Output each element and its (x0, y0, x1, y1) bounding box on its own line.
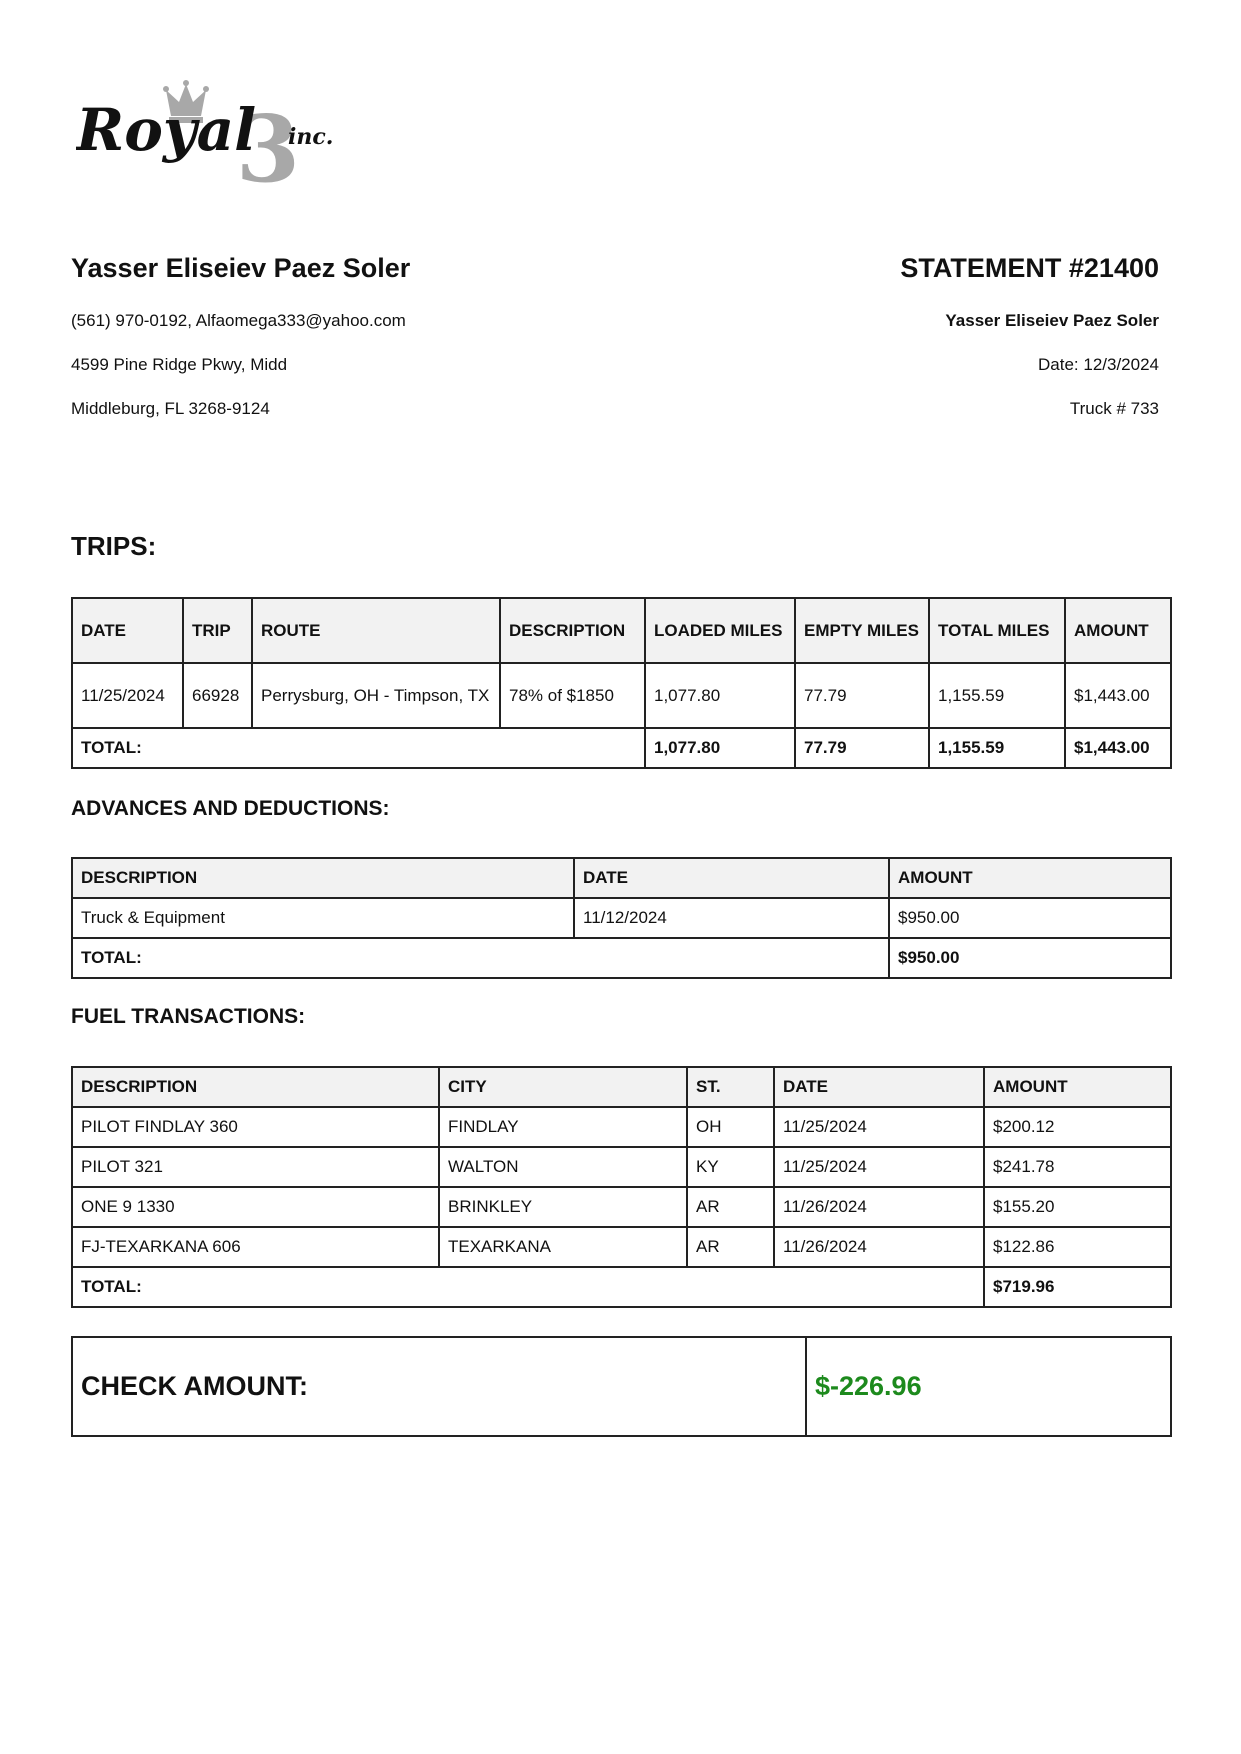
fuel-title: FUEL TRANSACTIONS: (71, 1005, 306, 1028)
total-label: TOTAL: (72, 938, 889, 978)
trips-title: TRIPS: (71, 531, 157, 561)
table-row (72, 1147, 1171, 1187)
cell-date: 11/25/2024 (72, 663, 183, 728)
driver-address-line2: Middleburg, FL 3268-9124 (71, 399, 270, 418)
driver-address-line1: 4599 Pine Ridge Pkwy, Midd (71, 355, 288, 374)
column-header-description: DESCRIPTION (72, 858, 574, 898)
cell-amount: $122.86 (984, 1227, 1171, 1267)
table-header-row (72, 598, 1171, 663)
cell-description: Truck & Equipment (72, 898, 574, 938)
statement-info (559, 248, 1159, 420)
cell-empty-miles: 77.79 (795, 663, 929, 728)
column-header-empty-miles: EMPTY MILES (795, 598, 929, 663)
truck-number: Truck # 733 (1069, 399, 1159, 418)
cell-state: OH (687, 1107, 774, 1147)
column-header-amount: AMOUNT (984, 1067, 1171, 1107)
statement-driver-name: Yasser Eliseiev Paez Soler (945, 311, 1159, 330)
total-empty-miles: 77.79 (795, 728, 929, 768)
column-header-trip: TRIP (183, 598, 252, 663)
cell-route: Perrysburg, OH - Timpson, TX (252, 663, 500, 728)
royal-3-logo (76, 78, 386, 193)
cell-state: AR (687, 1227, 774, 1267)
column-header-total-miles: TOTAL MILES (929, 598, 1065, 663)
total-loaded-miles: 1,077.80 (645, 728, 795, 768)
cell-date: 11/26/2024 (774, 1227, 984, 1267)
cell-state: AR (687, 1187, 774, 1227)
statement-date: Date: 12/3/2024 (1038, 355, 1159, 374)
table-row (72, 1107, 1171, 1147)
check-amount-value: $-226.96 (806, 1337, 1171, 1436)
fuel-table (71, 1066, 1172, 1308)
column-header-date: DATE (774, 1067, 984, 1107)
total-amount: $719.96 (984, 1267, 1171, 1307)
cell-description: 78% of $1850 (500, 663, 645, 728)
cell-city: TEXARKANA (439, 1227, 687, 1267)
column-header-date: DATE (72, 598, 183, 663)
table-row (72, 898, 1171, 938)
column-header-city: CITY (439, 1067, 687, 1107)
logo-suffix: inc. (288, 124, 334, 150)
driver-contact: (561) 970-0192, Alfaomega333@yahoo.com (71, 311, 406, 330)
column-header-amount: AMOUNT (889, 858, 1171, 898)
cell-city: WALTON (439, 1147, 687, 1187)
cell-loaded-miles: 1,077.80 (645, 663, 795, 728)
column-header-description: DESCRIPTION (72, 1067, 439, 1107)
check-amount-row (72, 1337, 1171, 1436)
cell-city: FINDLAY (439, 1107, 687, 1147)
check-amount-label: CHECK AMOUNT: (72, 1337, 806, 1436)
table-row (72, 1187, 1171, 1227)
total-amount: $950.00 (889, 938, 1171, 978)
column-header-route: ROUTE (252, 598, 500, 663)
table-total-row (72, 1267, 1171, 1307)
driver-name: Yasser Eliseiev Paez Soler (71, 253, 411, 283)
cell-description: PILOT 321 (72, 1147, 439, 1187)
cell-total-miles: 1,155.59 (929, 663, 1065, 728)
cell-state: KY (687, 1147, 774, 1187)
column-header-amount: AMOUNT (1065, 598, 1171, 663)
table-header-row (72, 1067, 1171, 1107)
column-header-state: ST. (687, 1067, 774, 1107)
trips-table (71, 597, 1172, 769)
advances-table (71, 857, 1172, 979)
table-total-row (72, 938, 1171, 978)
cell-amount: $155.20 (984, 1187, 1171, 1227)
cell-date: 11/26/2024 (774, 1187, 984, 1227)
table-header-row (72, 858, 1171, 898)
cell-description: PILOT FINDLAY 360 (72, 1107, 439, 1147)
total-label: TOTAL: (72, 1267, 984, 1307)
statement-number: STATEMENT #21400 (900, 253, 1159, 283)
cell-amount: $950.00 (889, 898, 1171, 938)
total-label: TOTAL: (72, 728, 645, 768)
check-amount-box (71, 1336, 1172, 1437)
logo-wordmark: Royal (76, 96, 257, 164)
cell-description: FJ-TEXARKANA 606 (72, 1227, 439, 1267)
total-total-miles: 1,155.59 (929, 728, 1065, 768)
cell-description: ONE 9 1330 (72, 1187, 439, 1227)
table-row (72, 663, 1171, 728)
column-header-loaded-miles: LOADED MILES (645, 598, 795, 663)
cell-amount: $1,443.00 (1065, 663, 1171, 728)
column-header-date: DATE (574, 858, 889, 898)
cell-date: 11/12/2024 (574, 898, 889, 938)
table-total-row (72, 728, 1171, 768)
cell-city: BRINKLEY (439, 1187, 687, 1227)
cell-date: 11/25/2024 (774, 1107, 984, 1147)
total-amount: $1,443.00 (1065, 728, 1171, 768)
cell-date: 11/25/2024 (774, 1147, 984, 1187)
table-row (72, 1227, 1171, 1267)
cell-amount: $200.12 (984, 1107, 1171, 1147)
logo-numeral: 3 (236, 95, 301, 193)
column-header-description: DESCRIPTION (500, 598, 645, 663)
cell-trip: 66928 (183, 663, 252, 728)
advances-title: ADVANCES AND DEDUCTIONS: (71, 797, 390, 820)
cell-amount: $241.78 (984, 1147, 1171, 1187)
